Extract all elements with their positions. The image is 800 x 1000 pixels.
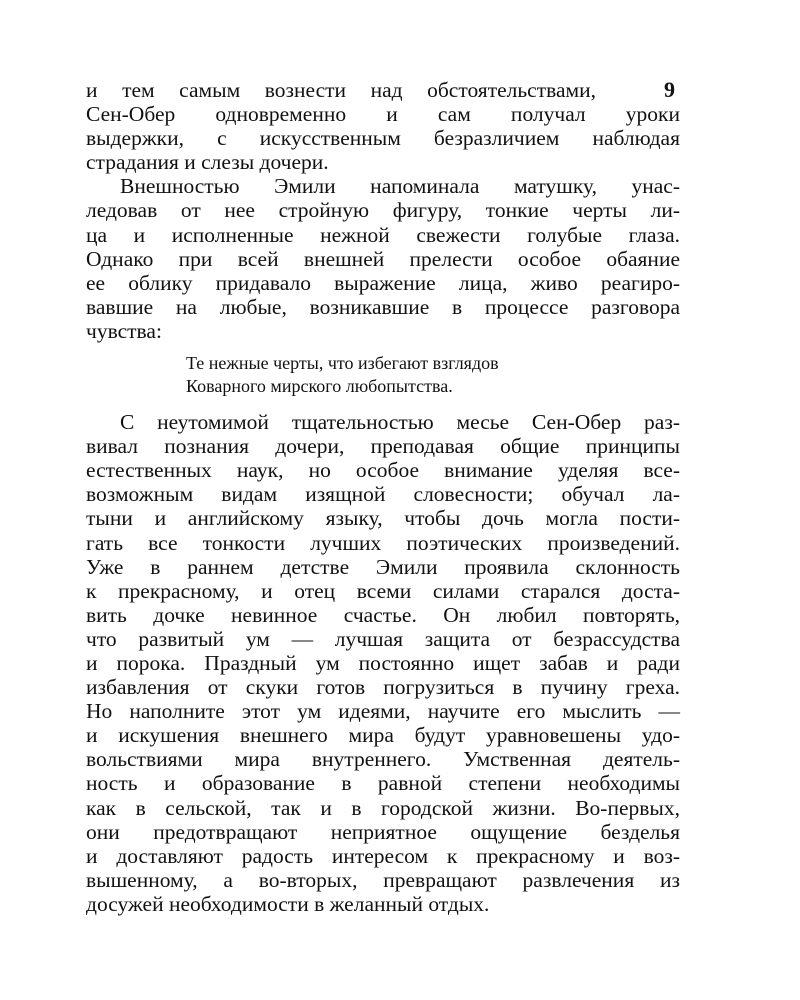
text-line: вивал познания дочери, преподавая общие принципы	[86, 434, 680, 459]
page-body	[86, 78, 680, 916]
text-line: Уже в раннем детстве Эмили проявила склонность	[86, 554, 680, 579]
text-line: естественных наук, но особое внимание уделяя все-	[86, 458, 680, 483]
text-line: вольствиями мира внутреннего. Умственная деятель-	[86, 747, 680, 772]
text-line: к прекрасному, и отец всеми силами старался доста-	[86, 578, 680, 603]
text-line: Внешностью Эмили напоминала матушку, унас-	[120, 174, 680, 199]
text-line: и искушения внешнего мира будут уравновешены удо-	[86, 723, 680, 748]
text-line: С неутомимой тщательностью месье Сен-Обер раз-	[120, 410, 680, 435]
text-line: возможным видам изящной словесности; обучал ла-	[86, 482, 680, 507]
text-line: Но наполните этот ум идеями, научите его мыслить —	[86, 699, 680, 724]
text-line: ледовав от нее стройную фигуру, тонкие черты ли-	[86, 198, 680, 223]
text-line: они предотвращают неприятное ощущение безделья	[86, 819, 680, 844]
paragraph	[86, 410, 680, 916]
text-line: чувства:	[86, 318, 162, 343]
text-line: и тем самым вознести над обстоятельствами,	[86, 78, 596, 102]
text-line: вить дочке невинное счастье. Он любил повторять,	[86, 602, 680, 627]
text-line: и порока. Праздный ум постоянно ищет забав и ради	[86, 650, 680, 675]
paragraph	[86, 174, 680, 343]
text-line: ца и исполненные нежной свежести голубые глаза.	[86, 222, 680, 247]
paragraph	[86, 78, 680, 174]
text-line: как в сельской, так и в городской жизни. Во-первых,	[86, 795, 680, 820]
verse-line: Коварного мирского любопытства.	[186, 376, 453, 397]
text-line: страдания и слезы дочери.	[86, 150, 329, 175]
text-line: и доставляют радость интересом к прекрасному и воз-	[86, 843, 680, 868]
text-line: что развитый ум — лучшая защита от безрассудства	[86, 626, 680, 651]
verse-line: Те нежные черты, что избегают взглядов	[186, 353, 499, 374]
text-line: избавления от скуки готов погрузиться в пучину греха.	[86, 675, 680, 700]
text-line: Однако при всей внешней прелести особое обаяние	[86, 246, 680, 271]
text-line: вышенному, а во-вторых, превращают развлечения из	[86, 867, 680, 892]
text-line: Сен-Обер одновременно и сам получал уроки	[86, 102, 680, 127]
page-number: 9	[664, 77, 675, 102]
text-line: ность и образование в равной степени необходимы	[86, 771, 680, 796]
text-line: выдержки, с искусственным безразличием наблюдая	[86, 126, 680, 151]
text-line: ее облику придавало выражение лица, живо реагиро-	[86, 270, 680, 295]
text-line: вавшие на любые, возникавшие в процессе разговора	[86, 294, 680, 319]
text-line: гать все тонкости лучших поэтических произведений.	[86, 530, 680, 555]
verse-epigraph	[86, 352, 680, 398]
text-line: досужей необходимости в желанный отдых.	[86, 891, 490, 916]
text-line: тыни и английскому языку, чтобы дочь могла пости-	[86, 506, 680, 531]
